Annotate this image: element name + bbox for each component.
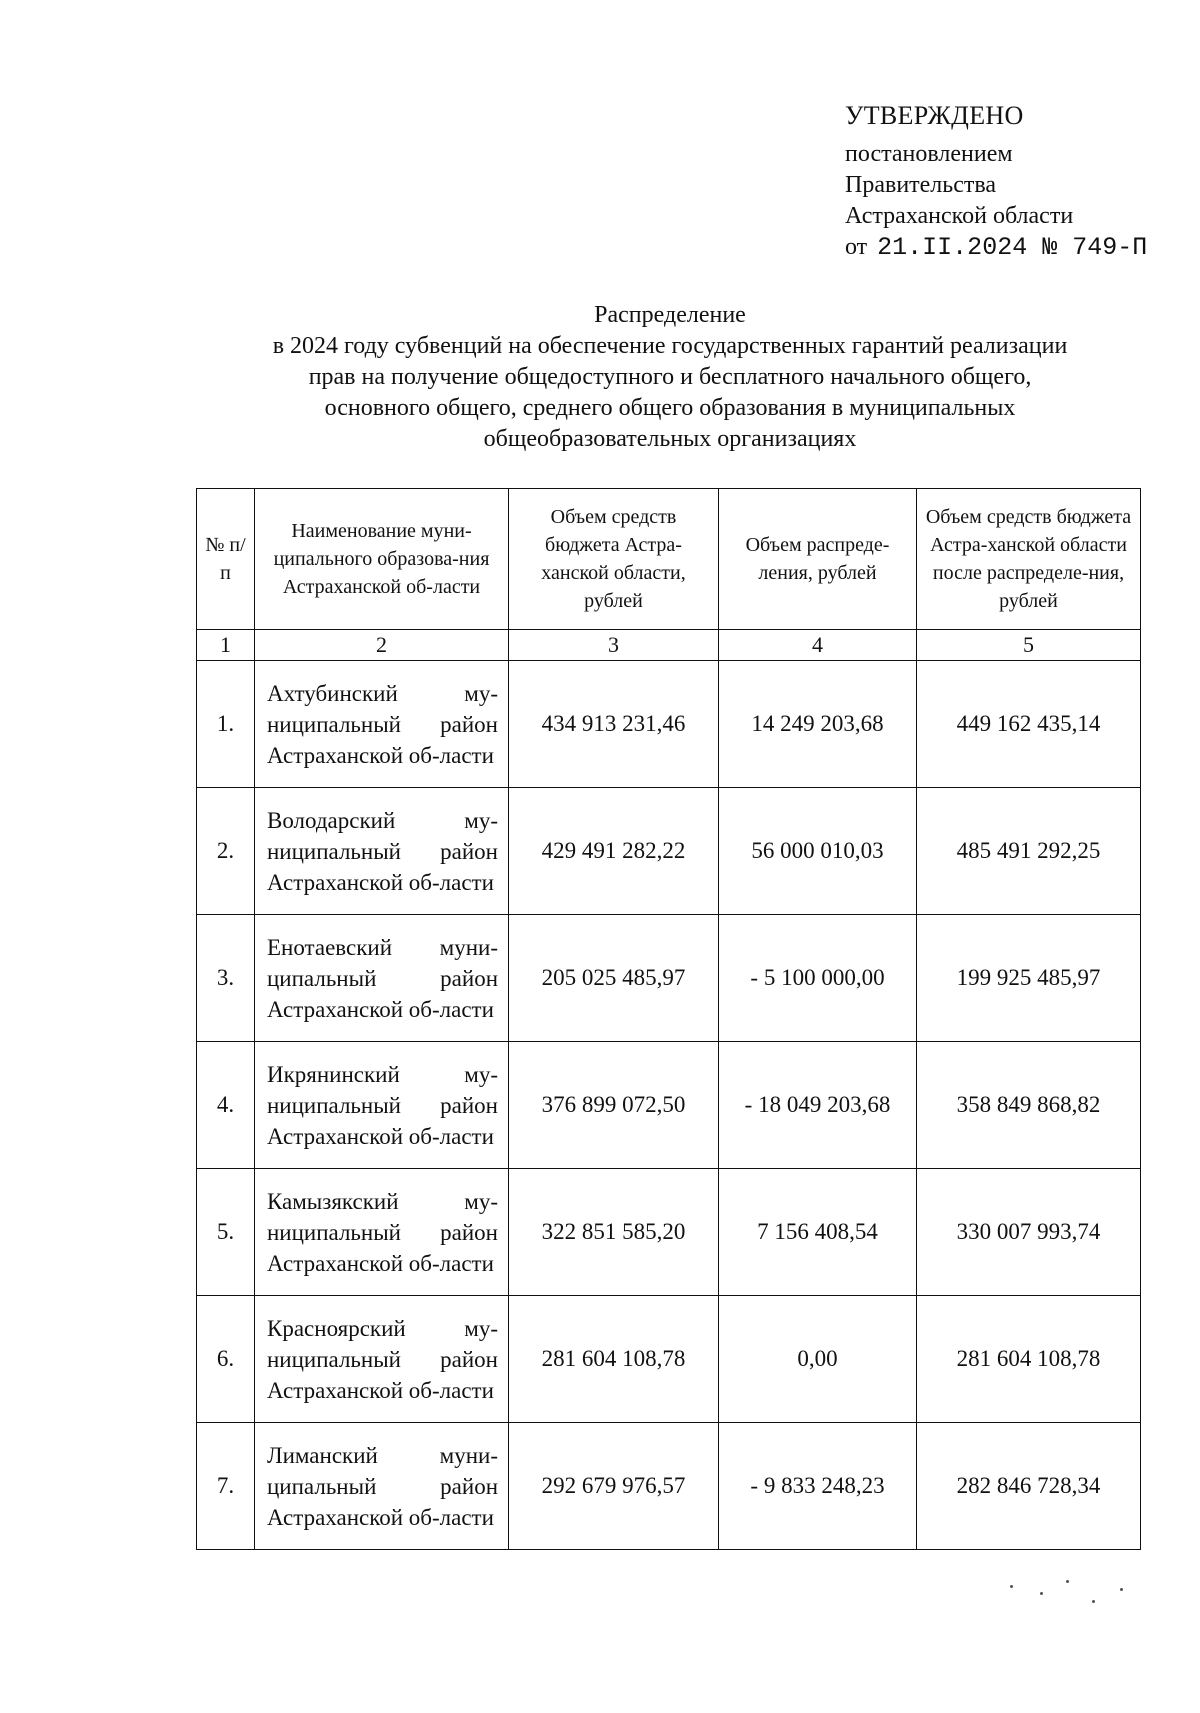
row-number: 6. <box>197 1296 255 1423</box>
header-cell-number: № п/п <box>197 489 255 630</box>
budget-amount: 281 604 108,78 <box>509 1296 719 1423</box>
table-row <box>197 1169 1141 1296</box>
column-number: 2 <box>255 630 509 661</box>
table-header-row <box>197 489 1141 630</box>
title-line-3: прав на получение общедоступного и бесплатного начального общего, <box>308 364 1032 390</box>
approval-line-region: Астраханской области <box>845 203 1074 229</box>
distribution-amount: - 5 100 000,00 <box>719 915 917 1042</box>
distribution-amount: 7 156 408,54 <box>719 1169 917 1296</box>
scan-speck <box>1066 1580 1069 1583</box>
approval-from-label: от <box>845 234 868 260</box>
header-cell-distribution: Объем распреде-ления, рублей <box>719 489 917 630</box>
title-line-4: основного общего, среднего общего образования в муниципальных <box>324 395 1016 421</box>
column-number: 5 <box>917 630 1141 661</box>
table-row <box>197 1296 1141 1423</box>
column-number: 1 <box>197 630 255 661</box>
after-distribution-amount: 449 162 435,14 <box>917 661 1141 788</box>
municipality-name: Красноярский му-ниципальный район Астраханской об-ласти <box>255 1296 509 1423</box>
table-row <box>197 915 1141 1042</box>
document-title <box>180 300 1160 455</box>
municipality-name: Володарский му-ниципальный район Астраханской об-ласти <box>255 788 509 915</box>
after-distribution-amount: 330 007 993,74 <box>917 1169 1141 1296</box>
approval-line-government: Правительства <box>845 172 997 198</box>
distribution-amount: 0,00 <box>719 1296 917 1423</box>
approval-date-number: 21.II.2024 № 749-П <box>877 233 1148 262</box>
title-line-1: Распределение <box>594 302 746 328</box>
header-cell-name: Наименование муни-ципального образова-ния Астраханской об-ласти <box>255 489 509 630</box>
approval-heading: УТВЕРЖДЕНО <box>845 101 1024 130</box>
row-number: 7. <box>197 1423 255 1550</box>
municipality-name: Камызякский му-ниципальный район Астраханской об-ласти <box>255 1169 509 1296</box>
distribution-table <box>196 488 1141 1550</box>
budget-amount: 322 851 585,20 <box>509 1169 719 1296</box>
title-line-5: общеобразовательных организациях <box>483 426 857 452</box>
row-number: 3. <box>197 915 255 1042</box>
approval-date-line <box>845 232 1147 263</box>
row-number: 4. <box>197 1042 255 1169</box>
approval-block <box>845 100 1147 263</box>
column-number-row <box>197 630 1141 661</box>
distribution-amount: 56 000 010,03 <box>719 788 917 915</box>
title-line-2: в 2024 году субвенций на обеспечение государственных гарантий реализации <box>272 333 1068 359</box>
scan-speck <box>1092 1600 1095 1603</box>
municipality-name: Лиманский муни-ципальный район Астраханской об-ласти <box>255 1423 509 1550</box>
table-row <box>197 1423 1141 1550</box>
budget-amount: 434 913 231,46 <box>509 661 719 788</box>
table-row <box>197 788 1141 915</box>
row-number: 5. <box>197 1169 255 1296</box>
table-row <box>197 661 1141 788</box>
row-number: 2. <box>197 788 255 915</box>
distribution-amount: 14 249 203,68 <box>719 661 917 788</box>
header-cell-after: Объем средств бюджета Астра-ханской области после распределе-ния, рублей <box>917 489 1141 630</box>
municipality-name: Икрянинский му-ниципальный район Астраханской об-ласти <box>255 1042 509 1169</box>
after-distribution-amount: 282 846 728,34 <box>917 1423 1141 1550</box>
distribution-amount: - 9 833 248,23 <box>719 1423 917 1550</box>
budget-amount: 429 491 282,22 <box>509 788 719 915</box>
budget-amount: 292 679 976,57 <box>509 1423 719 1550</box>
row-number: 1. <box>197 661 255 788</box>
column-number: 3 <box>509 630 719 661</box>
scan-speck <box>1040 1592 1043 1595</box>
table-row <box>197 1042 1141 1169</box>
after-distribution-amount: 199 925 485,97 <box>917 915 1141 1042</box>
header-cell-budget: Объем средств бюджета Астра-ханской области, рублей <box>509 489 719 630</box>
municipality-name: Ахтубинский му-ниципальный район Астраханской об-ласти <box>255 661 509 788</box>
budget-amount: 376 899 072,50 <box>509 1042 719 1169</box>
budget-amount: 205 025 485,97 <box>509 915 719 1042</box>
scan-speck <box>1010 1585 1013 1588</box>
after-distribution-amount: 281 604 108,78 <box>917 1296 1141 1423</box>
after-distribution-amount: 485 491 292,25 <box>917 788 1141 915</box>
after-distribution-amount: 358 849 868,82 <box>917 1042 1141 1169</box>
scan-speck <box>1120 1588 1123 1591</box>
column-number: 4 <box>719 630 917 661</box>
distribution-amount: - 18 049 203,68 <box>719 1042 917 1169</box>
municipality-name: Енотаевский муни-ципальный район Астраханской об-ласти <box>255 915 509 1042</box>
approval-line-resolution: постановлением <box>845 141 1013 167</box>
